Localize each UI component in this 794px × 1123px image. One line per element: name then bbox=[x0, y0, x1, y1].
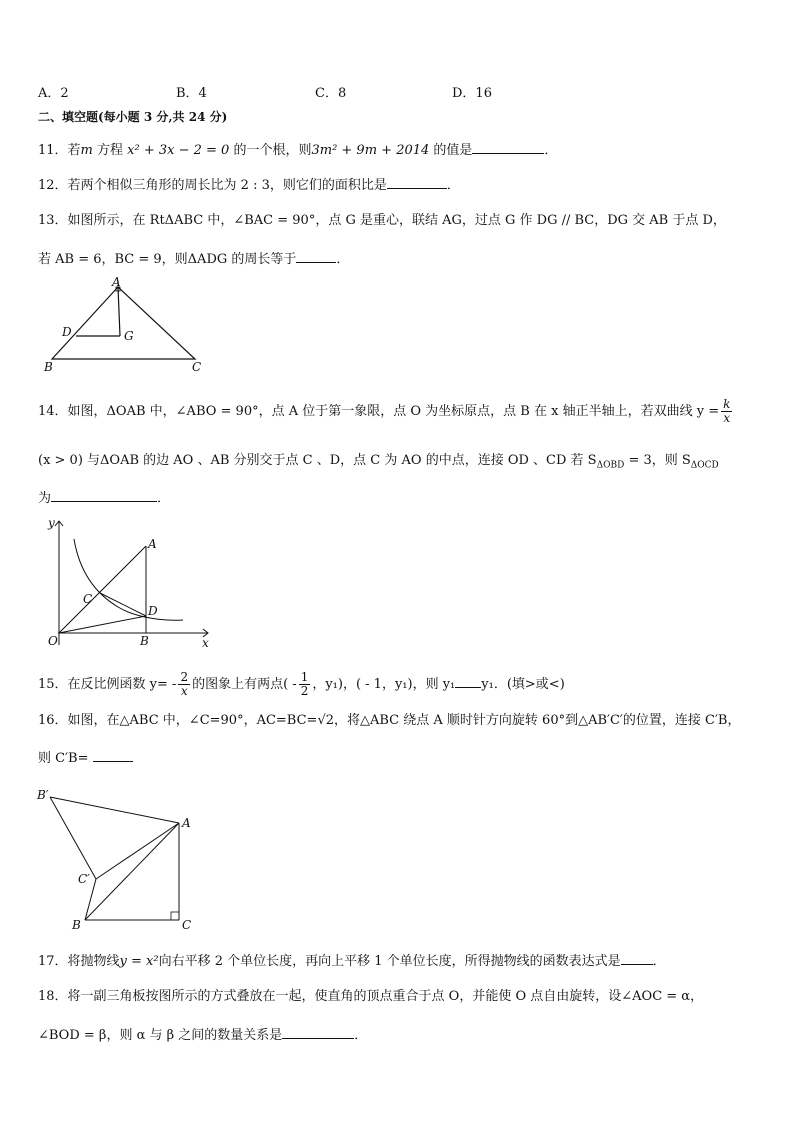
q13-end: ． bbox=[336, 252, 350, 267]
label-o: O bbox=[48, 634, 58, 648]
right-angle-mark bbox=[171, 912, 179, 920]
q15-f1-den: x bbox=[180, 684, 188, 698]
question-12 bbox=[38, 176, 460, 195]
question-14-line-3 bbox=[38, 489, 170, 508]
question-13-line-1: 13．如图所示，在 RtΔABC 中，∠BAC = 90°，点 G 是重心，联结 AG，过点 G 作 DG // BC，DG 交 AB 于点 D， bbox=[38, 213, 726, 228]
segment-od bbox=[59, 616, 146, 633]
label-c: C bbox=[182, 918, 192, 932]
question-13-line-2 bbox=[38, 250, 349, 269]
q15-answer-blank[interactable] bbox=[455, 675, 481, 688]
option-a: A．2 bbox=[38, 86, 69, 101]
q15-f2-num: 1 bbox=[300, 670, 309, 684]
q15-fraction-2 bbox=[299, 671, 311, 698]
label-b: B bbox=[140, 634, 149, 648]
q17-answer-blank[interactable] bbox=[621, 952, 653, 965]
label-g: G bbox=[124, 329, 134, 343]
question-18-line-1: 18．将一副三角板按图所示的方式叠放在一起，使直角的顶点重合于点 O，并能使 O 点自由旋转，设∠AOC = α， bbox=[38, 989, 704, 1004]
segment-bp-a bbox=[50, 797, 179, 823]
question-18-line-2 bbox=[38, 1026, 367, 1045]
question-14-line-2 bbox=[38, 452, 719, 475]
q18-end: ． bbox=[354, 1028, 368, 1043]
label-a: A bbox=[182, 816, 191, 830]
q14-text-1: 14．如图，ΔOAB 中，∠ABO = 90°，点 A 位于第一象限，点 O 为坐标原点，点 B 在 x 轴正半轴上，若双曲线 y = bbox=[38, 404, 720, 419]
q17-text-2: 向右平移 2 个单位长度，再向上平移 1 个单位长度，所得抛物线的函数表达式是 bbox=[158, 954, 621, 969]
q12-answer-blank[interactable] bbox=[387, 176, 447, 189]
q16-sqrt: √2 bbox=[317, 713, 334, 728]
option-b: B．4 bbox=[176, 86, 207, 101]
q11-text-1: 方程 bbox=[92, 143, 124, 158]
q14-frac-num: k bbox=[723, 397, 731, 411]
q17-equation: y = x² bbox=[119, 954, 159, 969]
q11-end: ． bbox=[544, 143, 558, 158]
q16-text-1: 16．如图，在△ABC 中，∠C=90°，AC=BC= bbox=[38, 713, 318, 728]
q14-fraction bbox=[721, 398, 732, 425]
q11-text-3: 的值是 bbox=[429, 143, 473, 158]
q13-figure bbox=[40, 276, 210, 376]
q11-expression: 3m² + 9m + 2014 bbox=[311, 143, 430, 158]
q15-text-3: ，y₁)，( - 1，y₁)，则 y₁ bbox=[312, 677, 456, 692]
segment-ab bbox=[85, 823, 179, 920]
triangle-abc bbox=[52, 287, 195, 359]
option-d: D．16 bbox=[452, 86, 492, 101]
question-15 bbox=[38, 671, 565, 698]
question-16-line-2 bbox=[38, 749, 133, 768]
q18-answer-blank[interactable] bbox=[282, 1026, 354, 1039]
segment-bp-cp bbox=[50, 797, 96, 879]
question-11 bbox=[38, 141, 557, 160]
label-x: x bbox=[202, 636, 209, 650]
q14-sub-obd: ΔOBD bbox=[596, 460, 625, 471]
label-b-prime: B′ bbox=[37, 788, 49, 802]
q14-sub-ocd: ΔOCD bbox=[690, 460, 719, 471]
q14-figure bbox=[38, 515, 218, 655]
label-a: A bbox=[112, 276, 121, 289]
q17-text-1: 17．将抛物线 bbox=[38, 954, 120, 969]
q16-text-2: ，将△ABC 绕点 A 顺时针方向旋转 60°到△AB′C′的位置，连接 C′B， bbox=[334, 713, 741, 728]
segment-oa bbox=[59, 546, 146, 633]
label-b: B bbox=[72, 918, 81, 932]
q16-answer-blank[interactable] bbox=[93, 749, 133, 762]
q14-text-4: 为 bbox=[38, 491, 52, 506]
q11-answer-blank[interactable] bbox=[472, 141, 544, 154]
q11-number: 11．若 bbox=[38, 143, 81, 158]
hyperbola-curve bbox=[74, 539, 183, 620]
q15-f1-num: 2 bbox=[180, 670, 189, 684]
label-y: y bbox=[48, 516, 55, 530]
q17-end: ． bbox=[652, 954, 666, 969]
q15-fraction-1 bbox=[178, 671, 190, 698]
question-17 bbox=[38, 952, 666, 971]
option-c: C．8 bbox=[315, 86, 347, 101]
segment-cp-a bbox=[96, 823, 179, 879]
q15-text-4: y₁．(填>或<) bbox=[481, 677, 565, 692]
segment-ag bbox=[118, 287, 120, 336]
q16-text-3: 则 C′B= bbox=[38, 751, 89, 766]
q14-text-2: (x > 0) 与ΔOAB 的边 AO 、AB 分别交于点 C 、D，点 C 为 AO 的中点，连接 OD 、CD 若 S bbox=[38, 453, 597, 468]
label-c-prime: C′ bbox=[78, 872, 90, 886]
question-14-line-1 bbox=[38, 398, 734, 425]
label-a: A bbox=[148, 537, 157, 551]
q12-end: ． bbox=[446, 178, 460, 193]
question-16-line-1 bbox=[38, 712, 740, 730]
q13-text: 若 AB = 6，BC = 9，则ΔADG 的周长等于 bbox=[38, 252, 297, 267]
q15-text-1: 15．在反比例函数 y= - bbox=[38, 677, 177, 692]
section-title: 二、填空题(每小题 3 分,共 24 分) bbox=[38, 110, 228, 124]
label-b: B bbox=[44, 360, 53, 374]
segment-cd bbox=[100, 593, 146, 616]
q14-text-3: = 3，则 S bbox=[624, 453, 691, 468]
label-d: D bbox=[62, 325, 72, 339]
q11-equation: x² + 3x − 2 = 0 bbox=[127, 143, 230, 158]
q11-text-2: 的一个根，则 bbox=[229, 143, 312, 158]
q15-f2-den: 2 bbox=[300, 684, 309, 698]
q14-frac-den: x bbox=[723, 411, 731, 425]
q13-answer-blank[interactable] bbox=[296, 250, 336, 263]
label-c: C bbox=[192, 360, 202, 374]
q16-figure bbox=[34, 783, 204, 933]
q12-text: 12．若两个相似三角形的周长比为 2 : 3，则它们的面积比是 bbox=[38, 178, 387, 193]
q14-answer-blank[interactable] bbox=[51, 489, 157, 502]
q14-end: ． bbox=[157, 491, 171, 506]
q15-text-2: 的图象上有两点( - bbox=[192, 677, 297, 692]
q18-text: ∠BOD = β，则 α 与 β 之间的数量关系是 bbox=[38, 1028, 283, 1043]
q11-var-m: m bbox=[80, 143, 93, 158]
label-c: C bbox=[83, 592, 93, 606]
label-d: D bbox=[148, 604, 158, 618]
